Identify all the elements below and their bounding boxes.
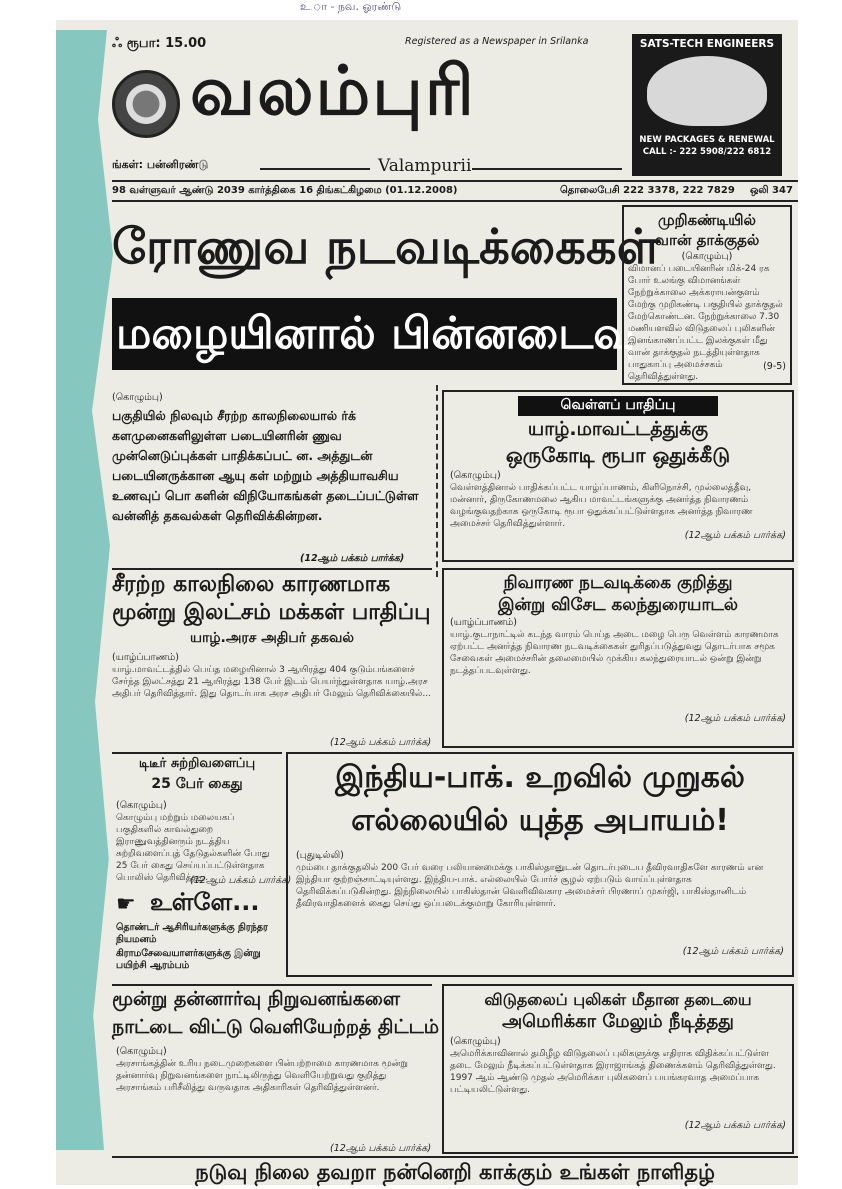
registered-label: Registered as a Newspaper in Srilanka [405, 36, 589, 47]
lead-jump: (12ஆம் பக்கம் பார்க்க) [300, 553, 405, 564]
flood-headline-line1: யாழ்.மாவட்டத்துக்கு [527, 418, 709, 440]
flood-jump: (12ஆம் பக்கம் பார்க்க) [684, 530, 786, 541]
ngo-headline-line2: நாட்டை விட்டு வெளியேற்றத் திட்டம் [112, 1016, 439, 1038]
inside-item-1: தொண்டர் ஆசிரியர்களுக்கு நிரந்தர நியமனம் [116, 922, 268, 945]
flood-body: வெள்ளத்தினால் பாதிக்கப்பட்ட யாழ்ப்பாணம், கிளிநொச்சி, முல்லைத்தீவு, மன்னார், திருகோணமலை ஆகிய மாவட்டங்களுக்கு அனர்த்த நிவாரணம் வழங்குவதற்காக ஒருகோடி ரூபா ஒதுக்கப்பட்டுள்ளதாக அனர்த்த நிவாரண அமைச்சர் தெரிவித்துள்ளார். [450, 483, 753, 529]
column-divider-1 [436, 385, 438, 577]
murikandy-jump: (9-5) [763, 361, 786, 372]
advertisement [632, 34, 782, 176]
relief-jump: (12ஆம் பக்கம் பார்க்க) [684, 713, 786, 724]
murikandy-box [622, 205, 792, 385]
lead-headline-line1: ரோணுவ நடவடிக்கைகள் [112, 219, 660, 275]
ltte-jump: (12ஆம் பக்கம் பார்க்க) [684, 1120, 786, 1131]
temple-emblem-icon [112, 70, 180, 138]
weather-source: யாழ்.அரச அதிபர் தகவல் [189, 630, 355, 646]
handwritten-note: உ.ா - நவ. ஓரண்டு [300, 0, 402, 13]
indopak-dateline: (புதுடில்லி) [296, 850, 344, 861]
inside-title: உள்ளே... [150, 888, 260, 916]
raid-rule [112, 752, 282, 754]
ltte-headline-line2: அமெரிக்கா மேலும் நீடித்தது [502, 1011, 734, 1032]
dateline-rule-bottom [112, 200, 798, 202]
masthead-rule-left [260, 168, 370, 170]
weather-headline-line2: மூன்று இலட்சம் மக்கள் பாதிப்பு [112, 600, 431, 625]
dateline-rule-top [112, 180, 798, 182]
weather-headline-line1: சீரற்ற காலநிலை காரணமாக [112, 572, 391, 597]
ngo-rule [112, 984, 432, 986]
relief-box [442, 568, 794, 748]
raid-headline-line2: 25 பேர் கைது [151, 776, 243, 792]
indopak-headline-line2: எல்லையில் யுத்த அபாயம்! [351, 803, 729, 838]
pages-label: ங்கள்: பன்னிரண்டு [112, 158, 209, 171]
ltte-dateline: (கொழும்பு) [450, 1036, 501, 1047]
ad-phone: CALL :- 222 5908/222 6812 [642, 147, 772, 157]
indopak-headline-line1: இந்திய-பாக். உறவில் முறுகல் [335, 760, 745, 795]
weather-dateline: (யாழ்ப்பாணம்) [112, 652, 180, 663]
indopak-body: மும்பை தாக்குதலில் 200 பேர் வரை பலியானமைக்கு பாகிஸ்தானுடன் தொடர்புடைய தீவிரவாதிகளே காரணம் என இந்தியா குற்றஞ்சாட்டியுள்ளது. இந்திய-பாக். எல்லையில் போர்ச் சூழல் ஏற்படும் வாய்ப்புள்ளதாக தெரிவிக்கப்படுகின்றது. இந்நிலையில் பாகிஸ்தான் வெளிவிவகார அமைச்சர் பிரணாப் முகர்ஜி, பாகிஸ்தானிடம் தீவிரவாதிகளைக் கைது செய்து ஒப்படைக்குமாறு கோரியுள்ளார். [296, 863, 764, 909]
ad-packages: NEW PACKAGES & RENEWAL [639, 135, 775, 145]
indopak-box [286, 752, 794, 977]
ngo-jump: (12ஆம் பக்கம் பார்க்க) [330, 1143, 432, 1154]
ngo-dateline: (கொழும்பு) [116, 1046, 167, 1057]
flood-headline-line2: ஒருகோடி ரூபா ஒதுக்கீடு [505, 443, 731, 467]
lead-body: பகுதியில் நிலவும் சீரற்ற காலநிலையால் ர்க் களமுனைகளிலுள்ள படையினரின் ணுவ முன்னெடுப்புக்கள் பாதிக்கப்பட் ன. அத்துடன் படையினருக்கான ஆயு கள் மற்றும் அத்தியாவசிய உணவுப் பொ களின் விநியோகங்கள் தடைப்பட்டுள்ள வன்னித் தகவல்கள் தெரிவிக்கின்றன. [112, 408, 419, 523]
footer-slogan: நடுவு நிலை தவறா நன்னெறி காக்கும் உங்கள் நாளிதழ் [195, 1160, 715, 1184]
raid-dateline: (கொழும்பு) [116, 800, 167, 811]
raid-jump: (12ஆம் பக்கம் பார்க்க) [190, 875, 292, 886]
ltte-box [442, 984, 794, 1154]
inside-item-2: கிராமசேவையாளர்களுக்கு இன்று பயிற்சி ஆரம்பம் [116, 948, 261, 971]
pointing-hand-icon: ☛ [116, 892, 136, 917]
relief-headline-line2: இன்று விசேட கலந்துரையாடல் [497, 595, 739, 615]
weather-rule [112, 568, 432, 570]
flood-label: வெள்ளப் பாதிப்பு [518, 396, 718, 416]
date-line: 98 வள்ளுவர் ஆண்டு 2039 கார்த்திகை 16 திங்கட்கிழமை (01.12.2008) [112, 185, 458, 196]
price-label: ஃ ரூபா: 15.00 [112, 36, 207, 51]
weather-jump: (12ஆம் பக்கம் பார்க்க) [330, 737, 432, 748]
relief-dateline: (யாழ்ப்பாணம்) [450, 617, 518, 628]
relief-headline-line1: நிவாரண நடவடிக்கை குறித்து [503, 573, 733, 593]
murikandy-body: விமானப் படையினரின் மிக்-24 ரக போர் உலங்கு விமானங்கள் நேற்றுக்காலை அக்கராயன்குளம் மேற்கு முறிகண்டி பகுதியில் தாக்குதல் மேற்கொண்டன. நேற்றுக்காலை 7.30 மணியளவில் விடுதலைப் புலிகளின் இனங்காணப்பட்ட இலக்குகள் மீது வான் தாக்குதல் நடத்தியுள்ளதாக பாதுகாப்பு அமைச்சகம் தெரிவித்துள்ளது. [628, 264, 783, 382]
flood-dateline: (கொழும்பு) [450, 470, 501, 481]
raid-headline-line1: டிடீர் சுற்றிவளைப்பு [138, 756, 256, 771]
lead-headline-line2: மழையினால் பின்னடைவு [112, 298, 617, 370]
relief-body: யாழ்.குடாநாட்டில் கடந்த வாரம் பெய்த அடை மழை பெரு வெள்ளம் காரணமாக ஏற்பட்ட அனர்த்த நிவாரண நடவடிக்கைகள் துரிதப்படுத்துவது தொடர்பாக சமூக சேவைகள் அமைச்சரின் தலைமையில் முக்கிய கலந்துரையாடல் ஒன்று இன்று நடத்தப்படவுள்ளது. [450, 630, 779, 676]
weather-body: யாழ்.மாவட்டத்தில் பெய்த மழையினால் 3 ஆயிரத்து 404 குடும்பங்களைச் சேர்ந்த இலட்சத்து 21 ஆயிரத்து 138 பேர் இடம் பெயர்ந்துள்ளதாக யாழ்.அரச அதிபர் தெரிவித்தார். இது தொடர்பாக அரச அதிபர் மேலும் தெரிவிக்கையில்... [112, 665, 431, 699]
ad-company: SATS-TECH ENGINEERS [639, 38, 775, 50]
indopak-jump: (12ஆம் பக்கம் பார்க்க) [682, 946, 784, 957]
murikandy-title2: வான் தாக்குதல் [654, 231, 760, 249]
masthead-subtitle: Valampurii [378, 156, 472, 176]
murikandy-title1: முறிகண்டியில் [657, 211, 757, 229]
raid-body: கொழும்பு மற்றும் மலையகப் பகுதிகளில் காவல்துறை இராணுவத்தினரும் நடத்திய சுற்றிவளைப்புத் தேடுதல்களின் போது 25 பேர் கைது செய்யப்பட்டுள்ளதாக பொலிஸ் தெரிவித்தது. [116, 813, 270, 883]
ngo-headline-line1: மூன்று தன்னார்வு நிறுவனங்களை [112, 988, 400, 1010]
ltte-body: அமெரிக்காவினால் தமிழீழ விடுதலைப் புலிகளுக்கு எதிராக விதிக்கப்பட்டுள்ள தடை மேலும் நீடிக்கப்பட்டுள்ளதாக இராஜாங்கத் திணைக்களம் தெரிவித்துள்ளது. 1997 ஆம் ஆண்டு முதல் அமெரிக்கா புலிகளைப் பயங்கரவாத அமைப்பாக பட்டியலிட்டுள்ளது. [450, 1049, 776, 1095]
satellite-dish-icon [647, 56, 767, 126]
masthead-rule-right [472, 168, 622, 170]
issue-number: ஒலி 347 [750, 185, 793, 196]
masthead-title: வலம்புரி [190, 52, 476, 131]
ngo-body: அரசாங்கத்தின் உரிய நடைமுறைகளை பின்பற்றாமை காரணமாக மூன்று தன்னார்வு நிறுவனங்களை நாட்டிலிருந்து வெளியேற்றுவது குறித்து அரசாங்கம் பரிசீலித்து வருவதாக அதிகாரிகள் தெரிவித்துள்ளனர். [116, 1059, 408, 1093]
phone-line: தொலைபேசி 222 3378, 222 7829 [560, 185, 735, 196]
murikandy-dateline: (கொழும்பு) [681, 251, 733, 262]
footer-rule [112, 1156, 798, 1158]
flood-box [442, 390, 794, 562]
ltte-headline-line1: விடுதலைப் புலிகள் மீதான தடையை [484, 990, 752, 1009]
lead-dateline: (கொழும்பு) [112, 392, 163, 403]
